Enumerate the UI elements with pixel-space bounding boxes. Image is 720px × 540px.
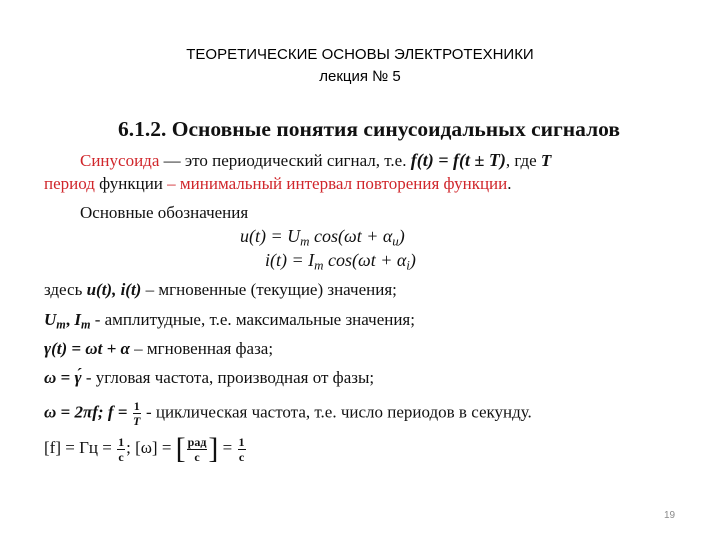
frac-num: 1 bbox=[133, 399, 140, 413]
period-variable: T bbox=[540, 151, 552, 170]
voltage-eq-cos: cos(ωt + α bbox=[309, 226, 393, 246]
unit-den-2: с bbox=[194, 449, 200, 464]
right-bracket: ] bbox=[208, 432, 219, 465]
period-definition-end: . bbox=[507, 174, 512, 193]
units-line bbox=[44, 434, 247, 464]
unit-rad: рад bbox=[187, 434, 207, 449]
l2-u: U bbox=[44, 310, 57, 329]
current-phase-sub: i bbox=[406, 257, 410, 273]
voltage-phase-sub: u bbox=[392, 233, 399, 249]
l2-sub2: m bbox=[80, 317, 91, 332]
unit-num-3: 1 bbox=[238, 434, 245, 449]
fraction-1-over-T bbox=[133, 400, 141, 427]
voltage-eq-close: ) bbox=[398, 226, 405, 246]
current-equation bbox=[265, 250, 416, 271]
current-eq-close: ) bbox=[409, 250, 416, 270]
l1-prefix: здесь bbox=[44, 280, 87, 299]
section-title: 6.1.2. Основные понятия синусоидальных сигналов bbox=[118, 117, 620, 141]
definition-line-2 bbox=[44, 174, 512, 194]
current-eq-lhs: i(t) = I bbox=[265, 250, 315, 270]
term-period: период bbox=[44, 174, 95, 193]
l5-math: ω = 2πf; f = bbox=[44, 402, 132, 422]
period-definition: – минимальный интервал повторения функции bbox=[162, 174, 508, 193]
periodicity-formula: f(t) = f(t ± T) bbox=[410, 150, 506, 170]
unit-fraction-3 bbox=[238, 436, 246, 463]
frac-den: T bbox=[133, 414, 141, 428]
definition-line-1 bbox=[80, 150, 551, 171]
l4-text: - угловая частота, производная от фазы; bbox=[81, 368, 375, 387]
left-bracket: [ bbox=[175, 432, 186, 465]
unit-num-1: 1 bbox=[118, 434, 125, 449]
term-function: функции bbox=[94, 174, 163, 193]
l3-math: γ(t) = ωt + α bbox=[44, 339, 130, 358]
l1-text: – мгновенные (текущие) значения; bbox=[141, 280, 397, 299]
voltage-eq-lhs: u(t) = U bbox=[240, 226, 301, 246]
current-eq-cos: cos(ωt + α bbox=[323, 250, 407, 270]
l2-text: - амплитудные, т.е. максимальные значения; bbox=[90, 310, 415, 329]
term-sinusoid: Синусоида bbox=[80, 151, 160, 170]
l5-text: - циклическая частота, т.е. число периодов в секунду. bbox=[141, 402, 532, 422]
l1-math: u(t), i(t) bbox=[86, 280, 142, 299]
l3-text: – мгновенная фаза; bbox=[129, 339, 274, 358]
header-subtitle: лекция № 5 bbox=[319, 68, 401, 85]
unit-fraction-rad bbox=[187, 436, 208, 463]
definition-text-2: , где bbox=[505, 151, 541, 170]
units-omega: ; [ω] = bbox=[126, 437, 176, 457]
page-number: 19 bbox=[664, 510, 676, 521]
phase-line bbox=[44, 339, 273, 359]
l4-math: ω = γ́ bbox=[44, 368, 82, 387]
notation-heading: Основные обозначения bbox=[80, 203, 249, 222]
header-title: ТЕОРЕТИЧЕСКИЕ ОСНОВЫ ЭЛЕКТРОТЕХНИКИ bbox=[186, 46, 534, 63]
units-f: [f] = Гц = bbox=[44, 437, 117, 457]
units-eq: = bbox=[218, 437, 237, 457]
current-amp-sub: m bbox=[314, 257, 324, 273]
unit-fraction-1 bbox=[117, 436, 125, 463]
l2-comma: , bbox=[65, 310, 75, 329]
definition-text-1: — это периодический сигнал, т.е. bbox=[159, 151, 411, 170]
instantaneous-values-line bbox=[44, 280, 397, 300]
voltage-equation bbox=[240, 226, 405, 247]
voltage-amp-sub: m bbox=[300, 233, 310, 249]
unit-den-1: с bbox=[118, 449, 124, 464]
l2-i: I bbox=[74, 310, 81, 329]
cyclic-frequency-line bbox=[44, 400, 532, 427]
angular-frequency-line bbox=[44, 368, 374, 388]
l2-sub1: m bbox=[56, 317, 66, 332]
amplitude-line bbox=[44, 310, 415, 330]
unit-den-3: с bbox=[238, 449, 245, 464]
